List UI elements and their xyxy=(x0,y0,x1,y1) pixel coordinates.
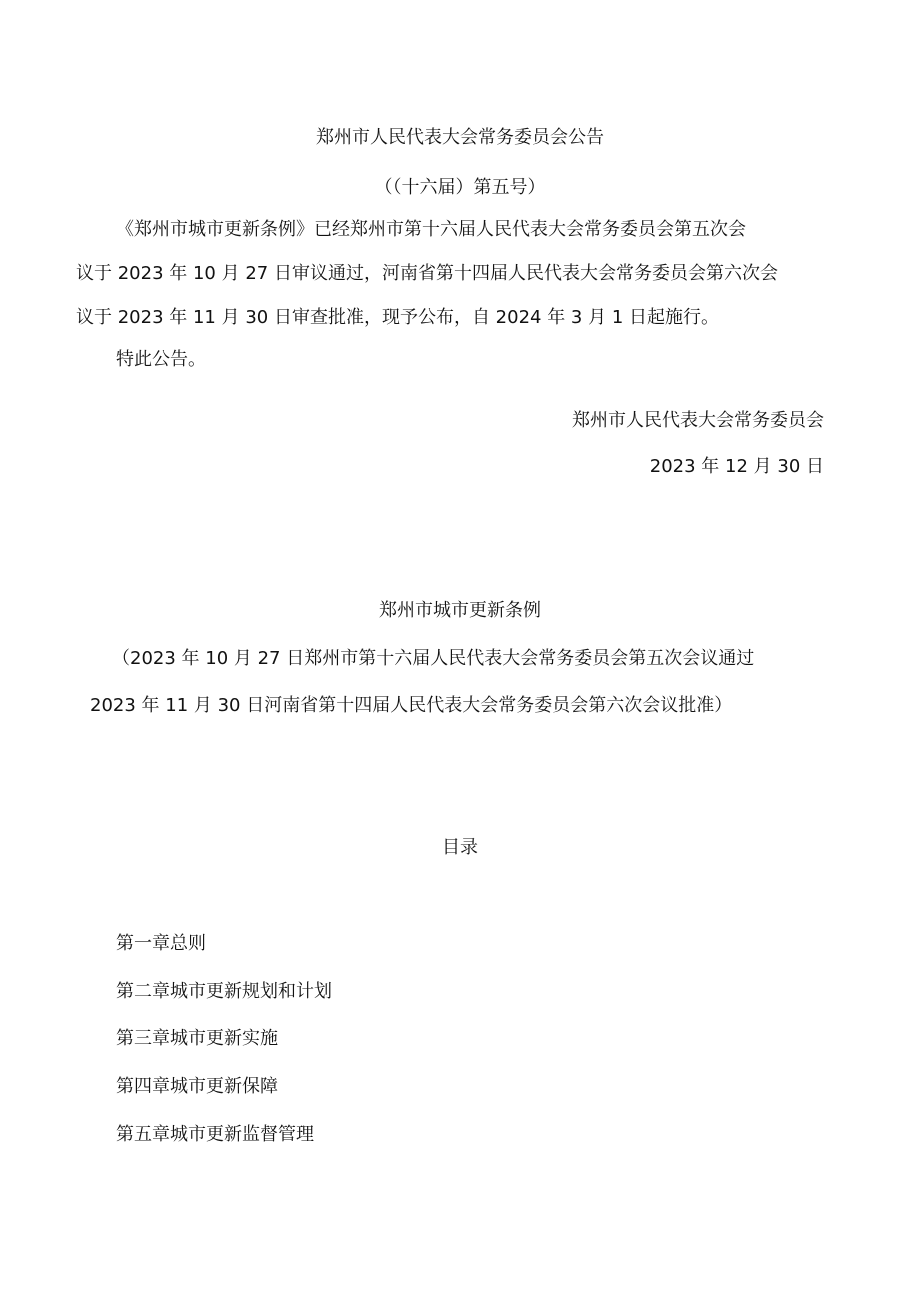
toc-item: 第二章城市更新规划和计划 xyxy=(116,981,332,1002)
notice-issuer: 郑州市人民代表大会常务委员会 xyxy=(572,410,824,431)
notice-body-line-1: 《郑州市城市更新条例》已经郑州市第十六届人民代表大会常务委员会第五次会 xyxy=(116,219,746,240)
regulation-title: 郑州市城市更新条例 xyxy=(379,600,541,621)
notice-body-line-2: 议于 2023 年 10 月 27 日审议通过，河南省第十四届人民代表大会常务委员会第六次会 xyxy=(76,263,778,284)
toc-heading: 目录 xyxy=(442,837,478,858)
notice-number: （（十六届）第五号） xyxy=(374,177,546,198)
toc-item: 第四章城市更新保障 xyxy=(116,1076,278,1097)
regulation-passed-line: （2023 年 10 月 27 日郑州市第十六届人民代表大会常务委员会第五次会议通过 xyxy=(112,648,755,669)
notice-body-line-3: 议于 2023 年 11 月 30 日审查批准，现予公布，自 2024 年 3 月 1 日起施行。 xyxy=(76,307,719,328)
notice-date: 2023 年 12 月 30 日 xyxy=(649,456,824,477)
toc-item: 第三章城市更新实施 xyxy=(116,1028,278,1049)
toc-item: 第五章城市更新监督管理 xyxy=(116,1124,314,1145)
notice-title: 郑州市人民代表大会常务委员会公告 xyxy=(316,127,604,148)
regulation-approved-line: 2023 年 11 月 30 日河南省第十四届人民代表大会常务委员会第六次会议批准） xyxy=(90,695,733,716)
toc-item: 第一章总则 xyxy=(116,933,206,954)
notice-closing: 特此公告。 xyxy=(116,349,206,370)
